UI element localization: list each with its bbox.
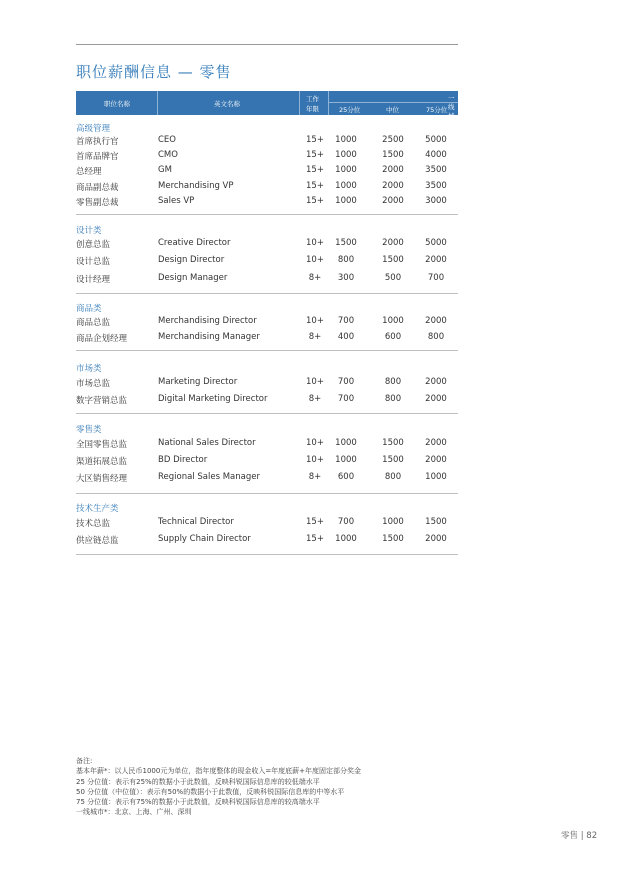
job-title-cn: 市场总监 (76, 379, 111, 389)
p25-value: 300 (337, 273, 355, 283)
table-row (76, 332, 458, 346)
table-row (76, 181, 458, 195)
years-value: 8+ (308, 472, 322, 482)
note-line: 25 分位值：表示有25%的数据小于此数值，反映科锐国际信息库的较低端水平 (76, 777, 320, 786)
p75-value: 2000 (425, 255, 447, 265)
job-title-en: Design Manager (158, 273, 228, 283)
years-value: 8+ (308, 273, 322, 283)
years-value: 15+ (306, 196, 324, 206)
job-title-cn: 商品总监 (76, 318, 111, 328)
job-title-cn: 零售副总裁 (76, 198, 119, 208)
p25-value: 800 (337, 255, 355, 265)
p50-value: 600 (384, 332, 402, 342)
table-row (76, 165, 458, 179)
header-city-group: 一线城市* (448, 94, 458, 129)
job-title-cn: 创意总监 (76, 240, 111, 250)
job-title-cn: 全国零售总监 (76, 440, 128, 450)
p50-value: 500 (384, 273, 402, 283)
job-title-cn: 供应链总监 (76, 536, 119, 546)
job-title-cn: 首席执行官 (76, 137, 119, 147)
header-divider (157, 91, 158, 115)
job-title-cn: 渠道拓展总监 (76, 457, 128, 467)
table-row (76, 196, 458, 210)
p25-value: 1000 (335, 196, 357, 206)
job-title-en: Merchandising Manager (158, 332, 260, 342)
header-p25: 25分位 (339, 106, 361, 114)
p50-value: 1500 (382, 255, 404, 265)
table-row (76, 135, 458, 149)
note-line: 一线城市*：北京、上海、广州、深圳 (76, 808, 192, 817)
section-senior-management (76, 115, 458, 215)
header-years-line2: 年限 (306, 105, 319, 113)
header-divider (299, 91, 300, 115)
table-row (76, 255, 458, 269)
job-title-en: Regional Sales Manager (158, 472, 260, 482)
years-value: 15+ (306, 135, 324, 145)
p50-value: 1500 (382, 455, 404, 465)
p50-value: 1000 (382, 517, 404, 527)
job-title-en: Design Director (158, 255, 225, 265)
top-rule (76, 44, 458, 45)
section-merchandising (76, 294, 458, 351)
category-label: 市场类 (76, 364, 102, 374)
p75-value: 2000 (425, 455, 447, 465)
table-row (76, 438, 458, 452)
p50-value: 2500 (382, 135, 404, 145)
p25-value: 1000 (335, 438, 357, 448)
p75-value: 4000 (425, 150, 447, 160)
job-title-en: Digital Marketing Director (158, 394, 268, 404)
job-title-en: CEO (158, 135, 176, 145)
page-number: 82 (586, 831, 598, 841)
p25-value: 1500 (335, 238, 357, 248)
p50-value: 1500 (382, 534, 404, 544)
p75-value: 2000 (425, 438, 447, 448)
category-label: 商品类 (76, 304, 102, 314)
p50-value: 800 (384, 377, 402, 387)
p50-value: 800 (384, 394, 402, 404)
job-title-cn: 首席品牌官 (76, 152, 119, 162)
p50-value: 1500 (382, 438, 404, 448)
years-value: 15+ (306, 150, 324, 160)
table-row (76, 455, 458, 469)
p25-value: 700 (337, 377, 355, 387)
job-title-en: BD Director (158, 455, 208, 465)
job-title-cn: 大区销售经理 (76, 474, 128, 484)
table-row (76, 517, 458, 531)
p75-value: 3500 (425, 181, 447, 191)
job-title-cn: 商品副总裁 (76, 183, 119, 193)
table-row (76, 534, 458, 548)
job-title-cn: 商品企划经理 (76, 334, 128, 344)
header-en-title: 英文名称 (214, 100, 240, 108)
years-value: 8+ (308, 394, 322, 404)
p50-value: 1500 (382, 150, 404, 160)
section-technical-production (76, 494, 458, 555)
category-label: 零售类 (76, 425, 102, 435)
job-title-en: GM (158, 165, 172, 175)
job-title-cn: 设计经理 (76, 275, 111, 285)
table-row (76, 316, 458, 330)
years-value: 10+ (306, 377, 324, 387)
category-label: 技术生产类 (76, 504, 119, 514)
p50-value: 2000 (382, 181, 404, 191)
job-title-cn: 技术总监 (76, 519, 111, 529)
header-p50: 中位 (386, 106, 399, 114)
header-divider (328, 91, 329, 115)
p25-value: 1000 (335, 135, 357, 145)
p75-value: 800 (427, 332, 445, 342)
p25-value: 1000 (335, 181, 357, 191)
notes (76, 756, 361, 818)
years-value: 15+ (306, 534, 324, 544)
p75-value: 5000 (425, 135, 447, 145)
header-cn-title: 职位名称 (104, 100, 130, 108)
note-line: 75 分位值：表示有75%的数据小于此数值，反映科锐国际信息库的较高端水平 (76, 798, 320, 807)
p50-value: 800 (384, 472, 402, 482)
header-years-line1: 工作 (306, 95, 319, 103)
p75-value: 700 (427, 273, 445, 283)
p75-value: 3000 (425, 196, 447, 206)
note-line: 基本年薪*：以人民币1000元为单位，指年度整体的现金收入=年度底薪+年度固定部分奖金 (76, 767, 362, 776)
note-line: 50 分位值（中位值）：表示有50%的数据小于此数值，反映科锐国际信息库的中等水平 (76, 787, 345, 796)
notes-heading: 备注: (76, 757, 93, 765)
p25-value: 700 (337, 394, 355, 404)
years-value: 8+ (308, 332, 322, 342)
years-value: 15+ (306, 165, 324, 175)
p25-value: 700 (337, 316, 355, 326)
job-title-en: Technical Director (158, 517, 234, 527)
table-row (76, 377, 458, 391)
years-value: 10+ (306, 438, 324, 448)
job-title-en: Merchandising VP (158, 181, 234, 191)
table-row (76, 273, 458, 287)
job-title-en: Supply Chain Director (158, 534, 251, 544)
p25-value: 1000 (335, 455, 357, 465)
header-p75: 75分位 (426, 106, 448, 114)
job-title-en: CMO (158, 150, 178, 160)
footer-separator: | (580, 831, 584, 841)
job-title-en: Merchandising Director (158, 316, 257, 326)
section-marketing (76, 351, 458, 414)
p25-value: 1000 (335, 150, 357, 160)
footer-section-label: 零售 (561, 831, 579, 841)
category-label: 高级管理 (76, 124, 111, 134)
p75-value: 5000 (425, 238, 447, 248)
job-title-cn: 设计总监 (76, 257, 111, 267)
p25-value: 700 (337, 517, 355, 527)
job-title-cn: 总经理 (76, 167, 102, 177)
p50-value: 2000 (382, 238, 404, 248)
p25-value: 400 (337, 332, 355, 342)
page-footer (561, 829, 597, 841)
job-title-en: Marketing Director (158, 377, 238, 387)
years-value: 10+ (306, 455, 324, 465)
years-value: 15+ (306, 181, 324, 191)
p75-value: 1000 (425, 472, 447, 482)
job-title-cn: 数字营销总监 (76, 396, 128, 406)
p75-value: 2000 (425, 394, 447, 404)
table-row (76, 150, 458, 164)
job-title-en: Sales VP (158, 196, 195, 206)
p75-value: 2000 (425, 377, 447, 387)
p50-value: 1000 (382, 316, 404, 326)
p75-value: 3500 (425, 165, 447, 175)
job-title-en: Creative Director (158, 238, 231, 248)
years-value: 10+ (306, 316, 324, 326)
years-value: 10+ (306, 255, 324, 265)
p25-value: 600 (337, 472, 355, 482)
years-value: 10+ (306, 238, 324, 248)
p75-value: 2000 (425, 534, 447, 544)
p50-value: 2000 (382, 165, 404, 175)
page-title: 职位薪酬信息 — 零售 (76, 63, 232, 81)
category-label: 设计类 (76, 226, 102, 236)
header-subdivider (328, 102, 458, 103)
table-row (76, 472, 458, 486)
salary-table (76, 91, 458, 555)
p25-value: 1000 (335, 165, 357, 175)
job-title-en: National Sales Director (158, 438, 256, 448)
p75-value: 2000 (425, 316, 447, 326)
p50-value: 2000 (382, 196, 404, 206)
section-design (76, 215, 458, 294)
p75-value: 1500 (425, 517, 447, 527)
table-row (76, 394, 458, 408)
table-row (76, 238, 458, 252)
years-value: 15+ (306, 517, 324, 527)
section-retail (76, 414, 458, 494)
p25-value: 1000 (335, 534, 357, 544)
